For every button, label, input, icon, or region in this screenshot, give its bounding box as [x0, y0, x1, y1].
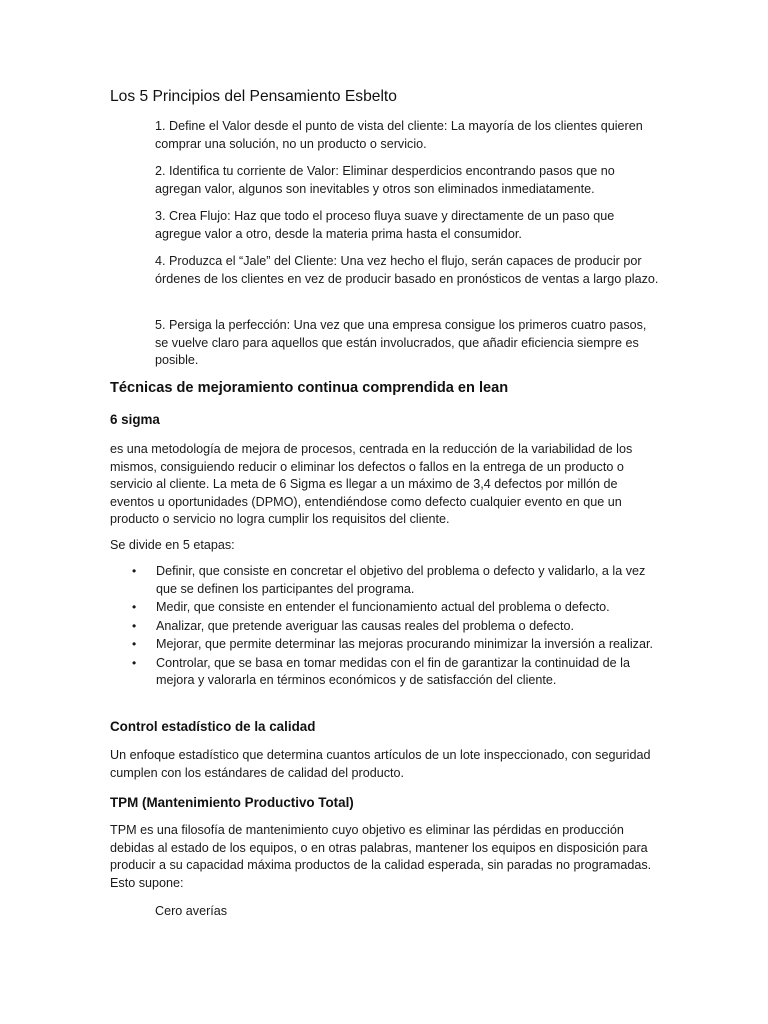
- list-item: [110, 599, 655, 617]
- principle-2: 2. Identifica tu corriente de Valor: Eliminar desperdicios encontrando pasos que no agregan valor, algunos son inevitables y otros son eliminados inmediatamente.: [155, 164, 615, 196]
- stage-text: Definir, que consiste en concretar el objetivo del problema o defecto y validarlo, a la vez que se definen los participantes del programa.: [156, 564, 646, 596]
- list-item: [110, 655, 655, 690]
- tpm-body: TPM es una filosofía de mantenimiento cuyo objetivo es eliminar las pérdidas en producción debidas al estado de los equipos, o en otras palabras, mantener los equipos en disposición para producir a su capacidad máxima productos de la calidad esperada, sin paradas no programadas. Esto supone:: [110, 823, 652, 890]
- bullet-icon: •: [132, 655, 137, 670]
- principle-4: 4. Produzca el “Jale” del Cliente: Una vez hecho el flujo, serán capaces de producir por órdenes de los clientes en vez de producir basado en pronósticos de ventas a largo plazo.: [155, 254, 659, 286]
- list-item: [110, 618, 655, 636]
- document-title: Los 5 Principios del Pensamiento Esbelto: [110, 88, 397, 105]
- section-title: Técnicas de mejoramiento continua comprendida en lean: [110, 380, 509, 396]
- bullet-icon: •: [132, 600, 137, 614]
- principle-1: 1. Define el Valor desde el punto de vista del cliente: La mayoría de los clientes quieren comprar una solución, no un producto o servicio.: [155, 119, 643, 151]
- stage-text: Controlar, que se basa en tomar medidas con el fin de garantizar la continuidad de la mejora y valorarla en términos económicos y de satisfacción del cliente.: [156, 655, 630, 687]
- principle-5: 5. Persiga la perfección: Una vez que una empresa consigue los primeros cuatro pasos, se vuelve claro para aquellos que están involucrados, que añadir eficiencia siempre es posible.: [155, 318, 647, 367]
- list-item: [110, 636, 655, 654]
- control-body: Un enfoque estadístico que determina cuantos artículos de un lote inspeccionado, con seguridad cumplen con los estándares de calidad del producto.: [110, 748, 651, 780]
- bullet-icon: •: [132, 637, 137, 651]
- six-sigma-heading: 6 sigma: [110, 412, 160, 427]
- tpm-heading: TPM (Mantenimiento Productivo Total): [110, 795, 354, 810]
- six-sigma-body: es una metodología de mejora de procesos, centrada en la reducción de la variabilidad de los mismos, consiguiendo reducir o eliminar los defectos o fallos en la entrega de un producto o servicio al cliente. La meta de 6 Sigma es llegar a un máximo de 3,4 defectos por millón de eventos u oportunidades (DPMO), entendiéndose como defecto cualquier evento en que un producto o servicio no logra cumplir los requisitos del cliente.: [110, 442, 633, 526]
- list-item: [110, 563, 655, 598]
- stage-text: Analizar, que pretende averiguar las causas reales del problema o defecto.: [156, 618, 574, 633]
- stage-text: Medir, que consiste en entender el funcionamiento actual del problema o defecto.: [156, 600, 610, 614]
- stages-list: [110, 563, 655, 691]
- control-heading: Control estadístico de la calidad: [110, 719, 316, 734]
- stages-intro: Se divide en 5 etapas:: [110, 538, 235, 552]
- bullet-icon: •: [132, 564, 137, 578]
- principle-3: 3. Crea Flujo: Haz que todo el proceso fluya suave y directamente de un paso que agregue valor a otro, desde la materia prima hasta el consumidor.: [155, 209, 615, 241]
- stage-text: Mejorar, que permite determinar las mejoras procurando minimizar la inversión a realizar.: [156, 637, 653, 651]
- bullet-icon: •: [132, 618, 137, 633]
- tpm-item: Cero averías: [155, 904, 228, 918]
